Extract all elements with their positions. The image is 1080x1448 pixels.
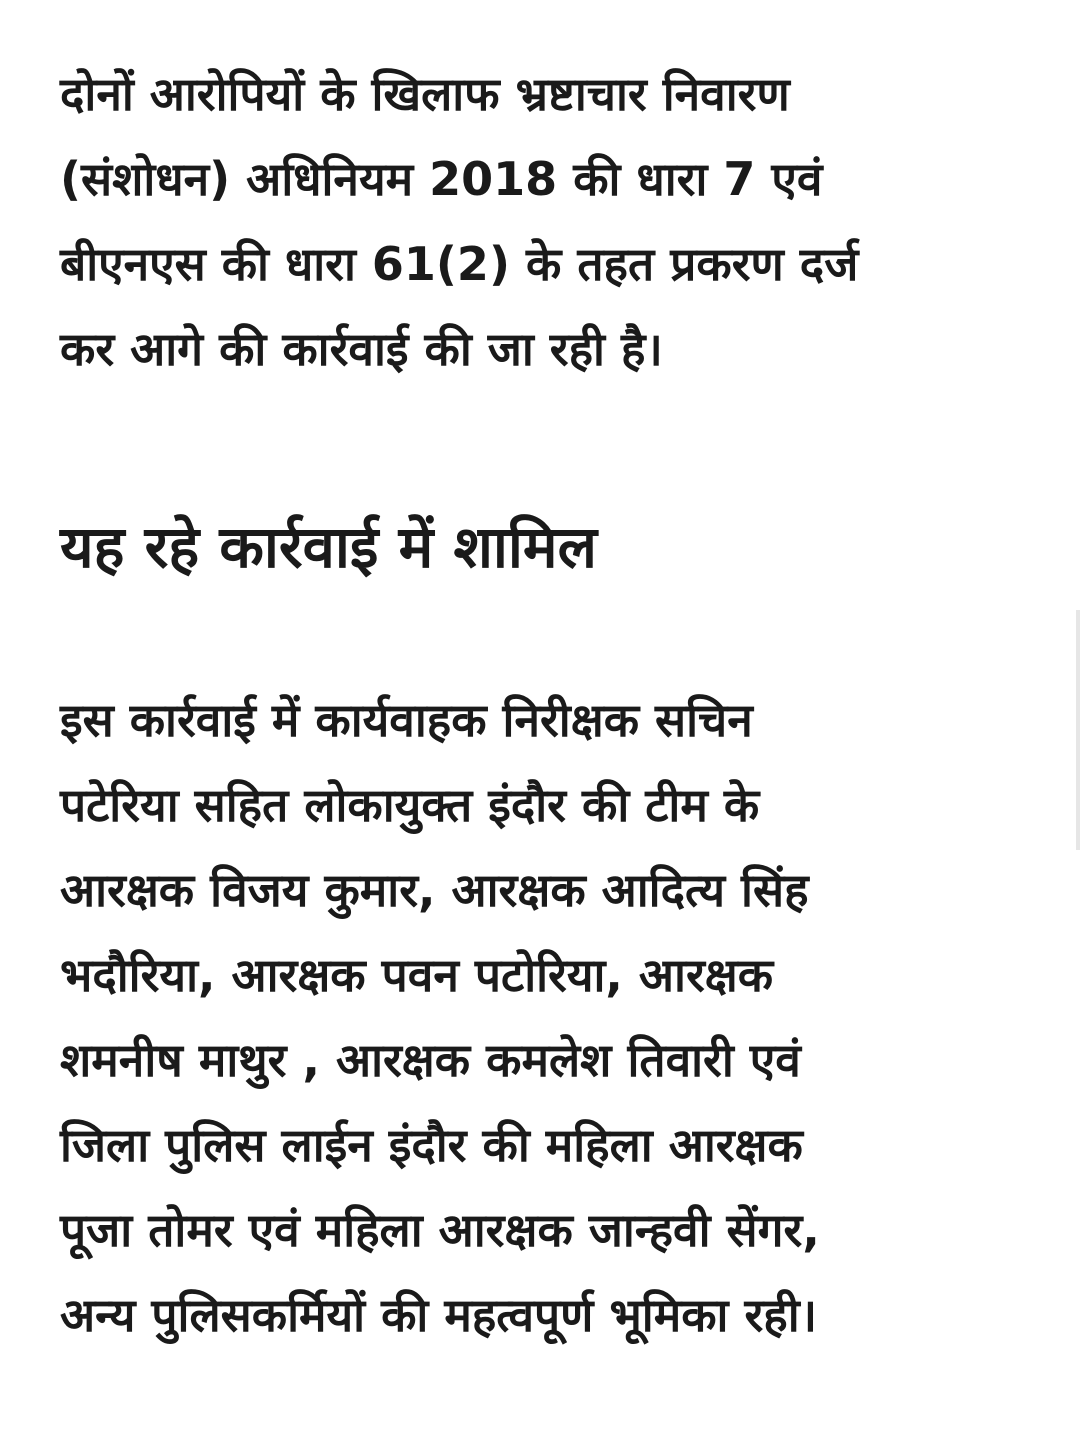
paragraph-line: दोनों आरोपियों के खिलाफ भ्रष्टाचार निवारण bbox=[60, 67, 790, 121]
section-heading: यह रहे कार्रवाई में शामिल bbox=[60, 513, 597, 581]
paragraph-line: बीएनएस की धारा 61(2) के तहत प्रकरण दर्ज bbox=[60, 237, 859, 291]
paragraph-line: शमनीष माथुर , आरक्षक कमलेश तिवारी एवं bbox=[60, 1033, 801, 1087]
paragraph-line: पटेरिया सहित लोकायुक्त इंदौर की टीम के bbox=[60, 778, 760, 832]
paragraph-line: इस कार्रवाई में कार्यवाहक निरीक्षक सचिन bbox=[60, 693, 753, 747]
paragraph-line: भदौरिया, आरक्षक पवन पटोरिया, आरक्षक bbox=[60, 948, 774, 1002]
scrollbar-track[interactable] bbox=[1076, 610, 1080, 850]
paragraph-line: (संशोधन) अधिनियम 2018 की धारा 7 एवं bbox=[60, 152, 823, 206]
paragraph-line: अन्य पुलिसकर्मियों की महत्वपूर्ण भूमिका रही। bbox=[60, 1288, 818, 1342]
paragraph-line: कर आगे की कार्रवाई की जा रही है। bbox=[60, 322, 663, 376]
paragraph-line: पूजा तोमर एवं महिला आरक्षक जान्हवी सेंगर, bbox=[60, 1203, 820, 1257]
article-body bbox=[60, 52, 1020, 1342]
paragraph-line: आरक्षक विजय कुमार, आरक्षक आदित्य सिंह bbox=[60, 863, 809, 917]
paragraph-team bbox=[60, 678, 820, 1358]
paragraph-line: जिला पुलिस लाईन इंदौर की महिला आरक्षक bbox=[60, 1118, 803, 1172]
paragraph-charges bbox=[60, 52, 1020, 392]
